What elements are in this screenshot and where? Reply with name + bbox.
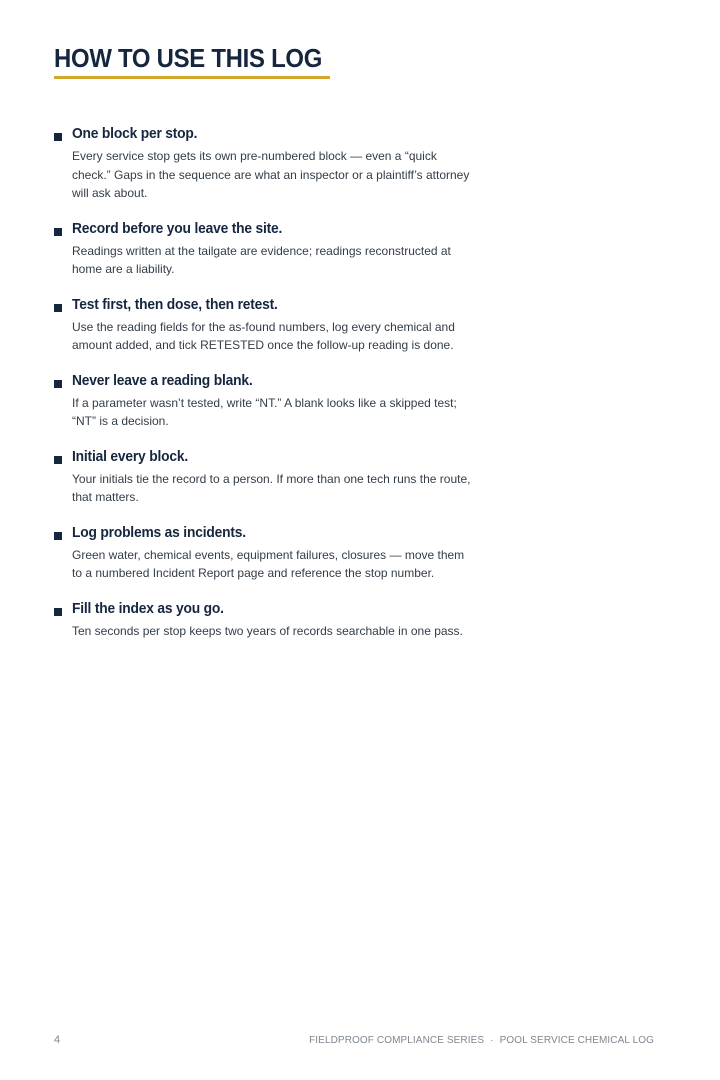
rule-body: Your initials tie the record to a person. If more than one tech runs the route, that matters. (72, 471, 471, 504)
square-bullet-icon (54, 304, 62, 312)
square-bullet-icon (54, 133, 62, 141)
rule-item (54, 371, 474, 431)
rule-heading: Never leave a reading blank. (72, 371, 253, 389)
rule-body: Ten seconds per stop keeps two years of records searchable in one pass. (72, 623, 463, 638)
square-bullet-icon (54, 456, 62, 464)
rule-heading: Initial every block. (72, 447, 188, 465)
square-bullet-icon (54, 532, 62, 540)
rule-heading: Fill the index as you go. (72, 599, 224, 617)
rule-item (54, 124, 474, 203)
usage-rules-list (54, 124, 474, 656)
square-bullet-icon (54, 380, 62, 388)
title-underline (54, 76, 330, 79)
page-title: HOW TO USE THIS LOG (54, 43, 323, 73)
rule-body: Readings written at the tailgate are evidence; readings reconstructed at home are a liability. (72, 243, 451, 276)
page-footer (54, 1034, 654, 1050)
series-name: FIELDPROOF COMPLIANCE SERIES (309, 1035, 485, 1046)
rule-item (54, 599, 474, 641)
rule-heading: Record before you leave the site. (72, 219, 283, 237)
book-name: POOL SERVICE CHEMICAL LOG (499, 1035, 654, 1046)
page-number: 4 (54, 1034, 61, 1046)
footer-separator: · (490, 1035, 494, 1046)
rule-item (54, 219, 474, 279)
rule-body: Use the reading fields for the as-found numbers, log every chemical and amount added, and tick RETESTED once the follow-up reading is done. (72, 319, 455, 352)
rule-item (54, 447, 474, 507)
rule-item (54, 523, 474, 583)
square-bullet-icon (54, 608, 62, 616)
rule-body: Green water, chemical events, equipment failures, closures — move them to a numbered Incident Report page and reference the stop number. (72, 547, 465, 580)
rule-item (54, 295, 474, 355)
rule-body: Every service stop gets its own pre-numbered block — even a “quick check.” Gaps in the sequence are what an inspector or a plaintiff’s attorney will ask about. (72, 149, 470, 200)
square-bullet-icon (54, 228, 62, 236)
footer-running-title (309, 1035, 654, 1046)
rule-heading: Log problems as incidents. (72, 523, 246, 541)
rule-body: If a parameter wasn’t tested, write “NT.” A blank looks like a skipped test; “NT” is a decision. (72, 395, 457, 428)
rule-heading: Test first, then dose, then retest. (72, 295, 278, 313)
rule-heading: One block per stop. (72, 125, 198, 142)
